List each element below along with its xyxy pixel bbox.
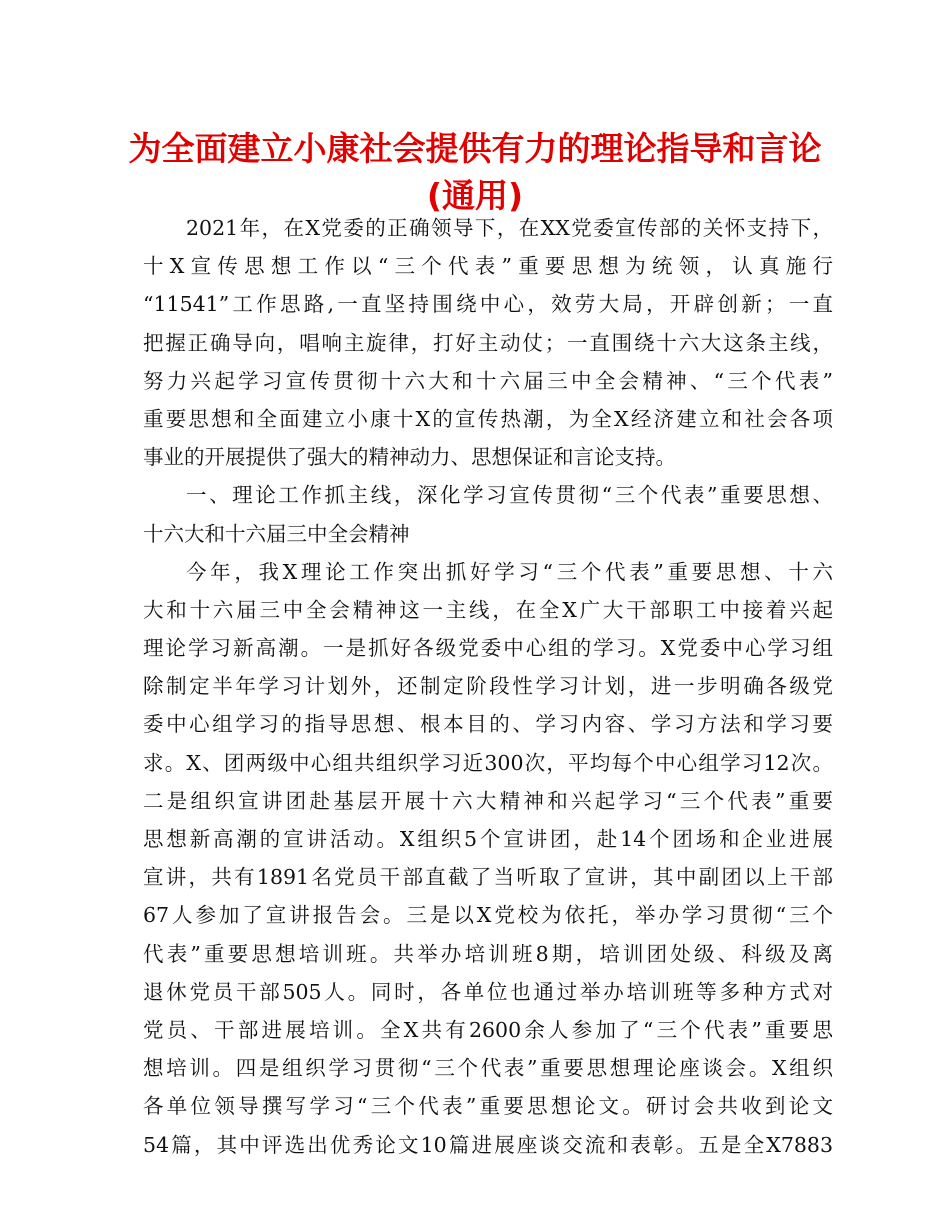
document-title-suffix: (通用) — [426, 176, 524, 215]
text-line: 67人参加了宣讲报告会。三是以X党校为依托，举办学习贯彻“三个 — [143, 903, 833, 928]
text-line: 把握正确导向，唱响主旋律，打好主动仗；一直围绕十六大这条主线， — [143, 330, 833, 355]
text-line: 党员、干部进展培训。全X共有2600余人参加了“三个代表”重要思 — [143, 1017, 833, 1042]
document-body — [143, 209, 833, 1164]
text-line: 退休党员干部505人。同时，各单位也通过举办培训班等多种方式对 — [143, 979, 833, 1004]
text-line: 大和十六届三中全会精神这一主线，在全X广大干部职工中接着兴起 — [143, 597, 833, 622]
text-line: 努力兴起学习宣传贯彻十六大和十六届三中全会精神、“三个代表” — [143, 368, 833, 393]
document-title: 为全面建立小康社会提供有力的理论指导和言论 — [128, 129, 822, 168]
text-line: 思想新高潮的宣讲活动。X组织5个宣讲团，赴14个团场和企业进展 — [143, 827, 833, 851]
text-line: 十X宣传思想工作以“三个代表”重要思想为统领，认真施行 — [143, 254, 833, 279]
text-line: 54篇，其中评选出优秀论文10篇进展座谈交流和表彰。五是全X7883 — [143, 1132, 833, 1157]
text-line: 各单位领导撰写学习“三个代表”重要思想论文。研讨会共收到论文 — [143, 1094, 833, 1119]
text-line: 求。X、团两级中心组共组织学习近300次，平均每个中心组学习12次。 — [143, 750, 833, 775]
text-line: 今年，我X理论工作突出抓好学习“三个代表”重要思想、十六 — [186, 559, 833, 584]
text-line: 二是组织宣讲团赴基层开展十六大精神和兴起学习“三个代表”重要 — [143, 788, 833, 813]
text-line: 想培训。四是组织学习贯彻“三个代表”重要思想理论座谈会。X组织 — [143, 1056, 833, 1081]
text-line: 理论学习新高潮。一是抓好各级党委中心组的学习。X党委中心学习组 — [143, 636, 833, 661]
text-line: 宣讲，共有1891名党员干部直截了当听取了宣讲，其中副团以上干部 — [143, 865, 833, 890]
text-line: 一、理论工作抓主线，深化学习宣传贯彻“三个代表”重要思想、 — [186, 483, 833, 508]
text-line: 重要思想和全面建立小康十X的宣传热潮，为全X经济建立和社会各项 — [143, 406, 833, 431]
text-line: 十六大和十六届三中全会精神 — [143, 521, 410, 546]
text-line: 2021年，在X党委的正确领导下，在XX党委宣传部的关怀支持下， — [186, 216, 833, 240]
text-line: 除制定半年学习计划外，还制定阶段性学习计划，进一步明确各级党 — [143, 674, 833, 699]
text-line: 事业的开展提供了强大的精神动力、思想保证和言论支持。 — [143, 445, 676, 470]
text-line: 代表”重要思想培训班。共举办培训班8期，培训团处级、科级及离 — [143, 941, 833, 966]
text-line: “11541”工作思路,一直坚持围绕中心，效劳大局，开辟创新；一直 — [143, 292, 833, 317]
text-line: 委中心组学习的指导思想、根本目的、学习内容、学习方法和学习要 — [143, 712, 833, 737]
